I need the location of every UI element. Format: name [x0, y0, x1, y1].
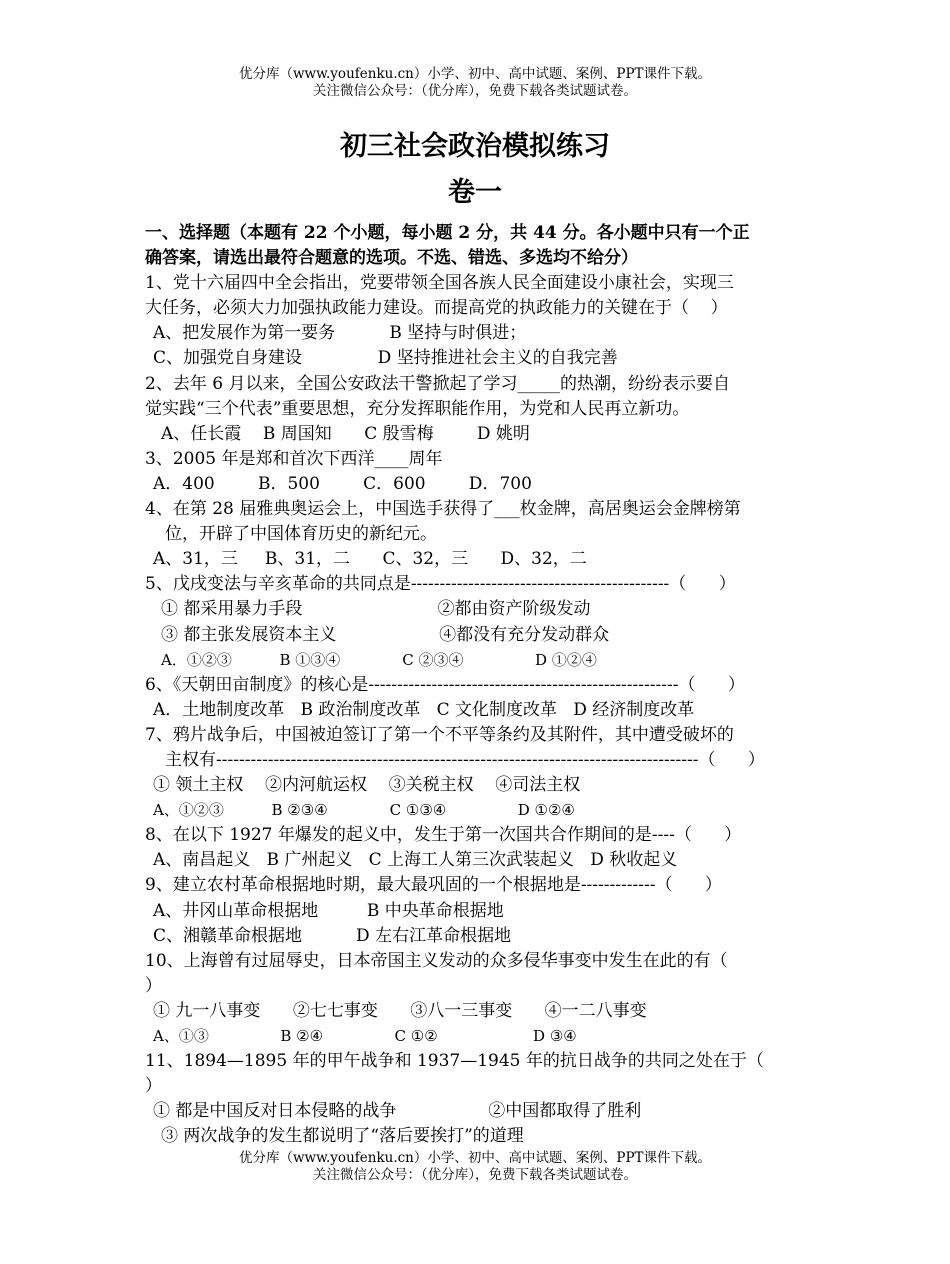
q4-options: A、31，三 B、31，二 C、32，三 D、32，二: [153, 549, 587, 570]
q7-stem: 7、鸦片战争后，中国被迫签订了第一个不平等条约及其附件，其中遭受破坏的: [145, 724, 734, 745]
q2-options: A、任长霞 B 周国知 C 殷雪梅 D 姚明: [161, 423, 530, 444]
q10-statements: ① 九一八事变 ②七七事变 ③八一三事变 ④一二八事变: [153, 1000, 647, 1021]
q5-options: A．①②③ B ①③④ C ②③④ D ①②④: [161, 650, 597, 669]
q4-stem: 4、在第 28 届雅典奥运会上，中国选手获得了___枚金牌，高居奥运会金牌榜第: [145, 499, 741, 520]
q11-statements: ① 都是中国反对日本侵略的战争 ②中国都取得了胜利: [153, 1101, 642, 1122]
q5-statements: ① 都采用暴力手段 ②都由资产阶级发动: [161, 599, 591, 620]
q8-options: A、南昌起义 B 广州起义 C 上海工人第三次武装起义 D 秋收起义: [153, 850, 678, 871]
q10-options: A、①③ B ②④ C ①② D ③④: [153, 1027, 577, 1045]
q3-options: A．400 B．500 C．600 D．700: [153, 473, 532, 494]
q11-statements: ③ 两次战争的发生都说明了“落后要挨打”的道理: [161, 1126, 524, 1147]
section-heading-line-2: 确答案，请选出最符合题意的选项。不选、错选、多选均不给分）: [145, 248, 638, 269]
page-subtitle: 卷一: [448, 177, 502, 208]
q10-stem: ）: [145, 975, 162, 996]
header-line-1: 优分库（www.youfenku.cn）小学、初中、高中试题、案例、PPT课件下载。: [238, 66, 712, 82]
q9-options: C、湘赣革命根据地 D 左右江革命根据地: [153, 925, 512, 946]
q4-stem: 位，开辟了中国体育历史的新纪元。: [165, 524, 437, 545]
q6-options: A．土地制度改革 B 政治制度改革 C 文化制度改革 D 经济制度改革: [153, 699, 695, 720]
q7-stem: 主权有------------------------------------------------------------------------------------（ ）: [165, 749, 765, 770]
q5-stem: 5、戊戌变法与辛亥革命的共同点是---------------------------------------------（ ）: [145, 574, 736, 595]
q6-stem: 6、《天朝田亩制度》的核心是------------------------------------------------------（ ）: [145, 674, 745, 695]
q1-stem: 大任务，必须大力加强执政能力建设。而提高党的执政能力的关键在于（ ）: [145, 298, 728, 319]
q2-stem: 2、去年 6 月以来，全国公安政法干警掀起了学习_____的热潮，纷纷表示要自: [145, 373, 730, 394]
q9-stem: 9、建立农村革命根据地时期，最大最巩固的一个根据地是-------------（ ）: [145, 875, 722, 896]
q7-statements: ① 领土主权 ②内河航运权 ③关税主权 ④司法主权: [153, 775, 581, 796]
q1-options: C、加强党自身建设 D 坚持推进社会主义的自我完善: [153, 348, 618, 369]
page-footer: [0, 1150, 950, 1184]
footer-line-1: 优分库（www.youfenku.cn）小学、初中、高中试题、案例、PPT课件下载。: [238, 1150, 712, 1166]
q8-stem: 8、在以下 1927 年爆发的起义中，发生于第一次国共合作期间的是----（ ）: [145, 825, 742, 846]
q9-options: A、井冈山革命根据地 B 中央革命根据地: [153, 900, 504, 921]
page-header: [0, 66, 950, 100]
page-title: 初三社会政治模拟练习: [340, 131, 610, 162]
header-line-2: 关注微信公众号：（优分库），免费下载各类试题试卷。: [313, 83, 637, 99]
q1-options: A、把发展作为第一要务 B 坚持与时俱进；: [153, 323, 527, 344]
q2-stem: 觉实践“三个代表”重要思想，充分发挥职能作用，为党和人民再立新功。: [145, 398, 690, 419]
q11-stem: 11、1894—1895 年的甲午战争和 1937—1945 年的抗日战争的共同之处在于（: [145, 1051, 764, 1072]
q11-stem: ）: [145, 1076, 162, 1097]
q3-stem: 3、2005 年是郑和首次下西洋____周年: [145, 448, 443, 469]
q7-options: A、①②③ B ②③④ C ①③④ D ①②④: [153, 801, 575, 820]
q10-stem: 10、上海曾有过屈辱史，日本帝国主义发动的众多侵华事变中发生在此的有（: [145, 950, 728, 971]
q1-stem: 1、党十六届四中全会指出，党要带领全国各族人民全面建设小康社会，实现三: [145, 273, 734, 294]
q5-statements: ③ 都主张发展资本主义 ④都没有充分发动群众: [161, 624, 610, 645]
exam-content: [145, 221, 815, 1149]
footer-line-2: 关注微信公众号：（优分库），免费下载各类试题试卷。: [313, 1167, 637, 1183]
section-heading-line-1: 一、选择题（本题有 22 个小题，每小题 2 分，共 44 分。各小题中只有一个正: [145, 223, 750, 243]
